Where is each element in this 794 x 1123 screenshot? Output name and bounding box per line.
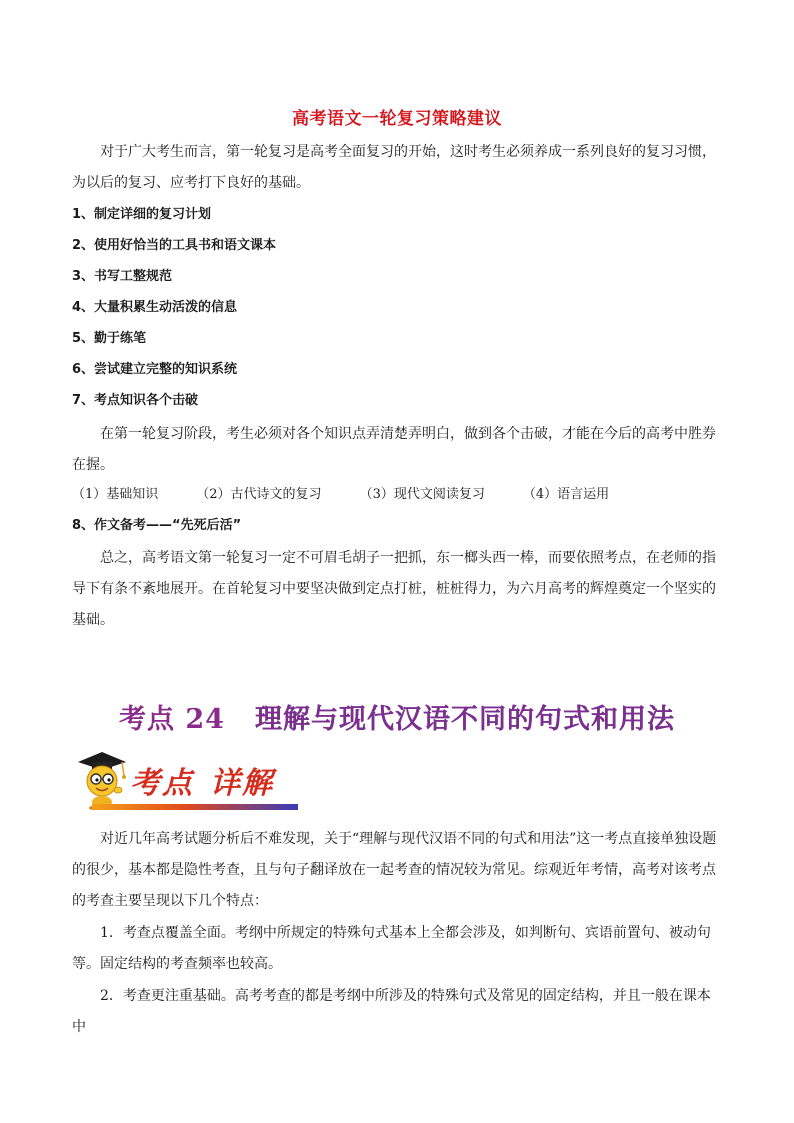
banner-underline [92,804,298,810]
list-item: 7、考点知识各个击破 [72,393,199,408]
sub-item: （2）古代诗文的复习 [196,487,322,502]
kaodian-banner [72,748,298,812]
list-item: 6、尝试建立完整的知识系统 [72,362,238,377]
point-paragraph: 2．考查更注重基础。高考考查的都是考纲中所涉及的特殊句式及常见的固定结构，并且一般在课本中 [72,988,711,1035]
list-item: 3、书写工整规范 [72,269,173,284]
kaodian-heading [0,700,794,740]
list-item: 5、勤于练笔 [72,331,147,346]
kaodian-label: 考点 24 [119,704,225,735]
summary-paragraph: 总之，高考语文第一轮复习一定不可眉毛胡子一把抓，东一榔头西一棒，而要依照考点，在老师的指导下有条不紊地展开。在首轮复习中要坚决做到定点打桩，桩桩得力，为六月高考的辉煌奠定一个坚实的基础。 [72,550,716,628]
list-item: 2、使用好恰当的工具书和语文课本 [72,238,277,253]
sub-item-row [72,486,609,504]
article-title: 高考语文一轮复习策略建议 [292,109,502,129]
list-item: 8、作文备考——“先死后活” [72,518,242,533]
analysis-paragraph: 对近几年高考试题分析后不难发现，关于“理解与现代汉语不同的句式和用法”这一考点直接单独设题的很少，基本都是隐性考查，且与句子翻译放在一起考查的情况较为常见。综观近年考情，高考对该考点的考查主要呈现以下几个特点： [72,831,717,909]
item7-paragraph: 在第一轮复习阶段，考生必须对各个知识点弄清楚弄明白，做到各个击破，才能在今后的高考中胜券在握。 [72,426,716,473]
sub-item: （4）语言运用 [522,487,610,502]
intro-paragraph: 对于广大考生而言，第一轮复习是高考全面复习的开始，这时考生必须养成一系列良好的复习习惯，为以后的复习、应考打下良好的基础。 [72,144,716,191]
sub-item: （1）基础知识 [72,487,159,502]
banner-text: 考点 详解 [130,766,274,801]
list-item: 4、大量积累生动活泼的信息 [72,300,238,315]
sub-item: （3）现代文阅读复习 [359,487,485,502]
point-paragraph: 1．考查点覆盖全面。考纲中所规定的特殊句式基本上全都会涉及，如判断句、宾语前置句、被动句等。固定结构的考查频率也较高。 [72,925,711,972]
graduate-mascot-icon [72,748,134,812]
kaodian-title: 理解与现代汉语不同的句式和用法 [254,704,675,735]
list-item: 1、制定详细的复习计划 [72,207,212,222]
